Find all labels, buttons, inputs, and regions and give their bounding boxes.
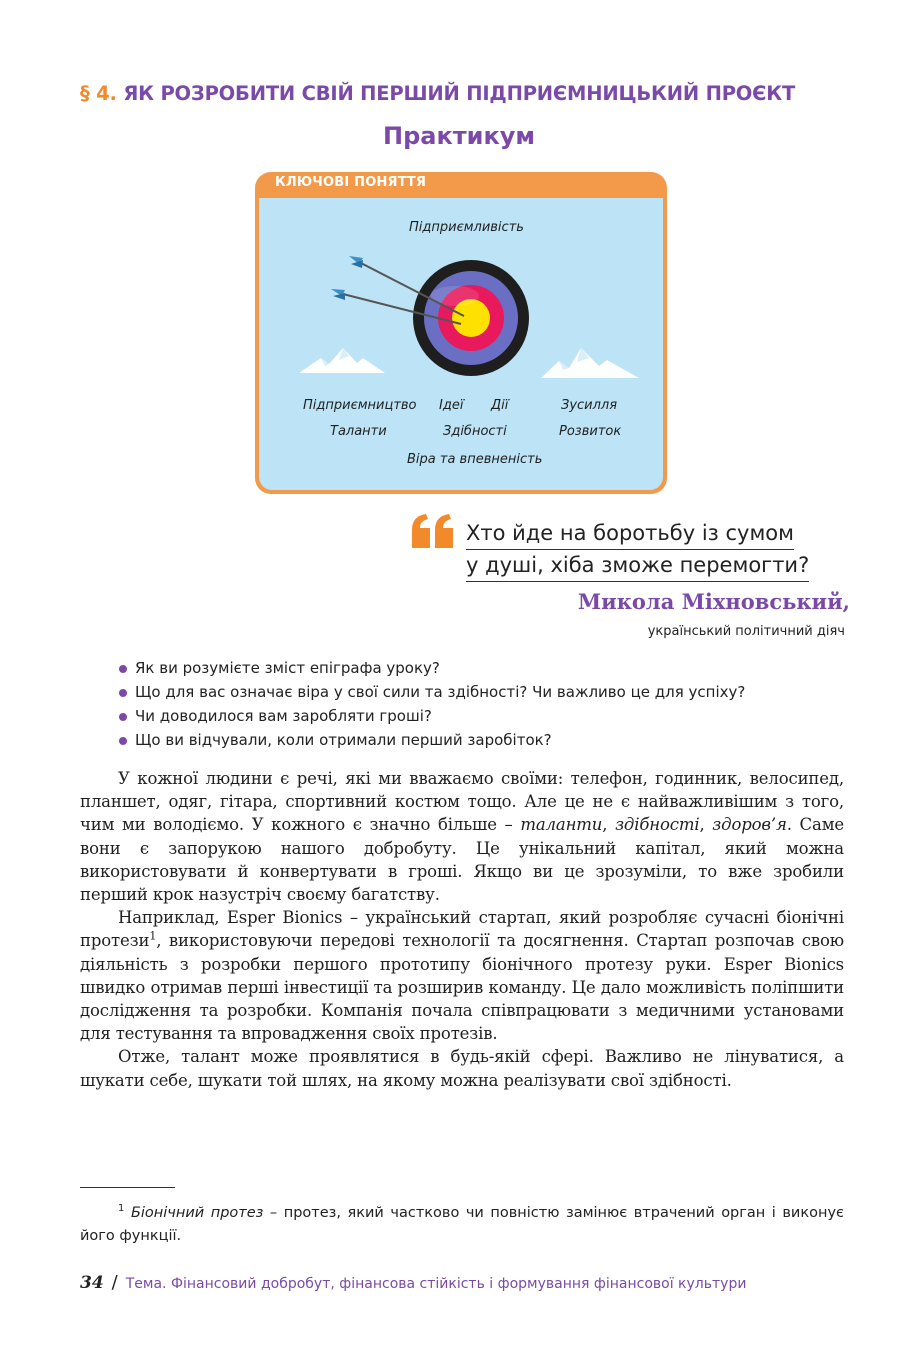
- emphasis-health: здоров’я: [712, 815, 787, 835]
- quote-mark-icon: [410, 512, 455, 548]
- section-heading: [80, 82, 850, 105]
- page-number: 34: [80, 1273, 104, 1293]
- key-concepts-title: КЛЮЧОВІ ПОНЯТТЯ: [275, 175, 427, 190]
- page-footer: [80, 1272, 860, 1293]
- concept-abilities: Здібності: [443, 424, 507, 439]
- concept-development: Розвиток: [559, 424, 622, 439]
- footnote: [80, 1197, 844, 1248]
- concept-talents: Таланти: [330, 424, 387, 439]
- question-item: Що ви відчували, коли отримали перший заробіток?: [118, 728, 858, 752]
- epigraph-line-2: у душі, хіба зможе перемогти?: [466, 550, 809, 582]
- question-item: Як ви розумієте зміст епіграфа уроку?: [118, 656, 858, 680]
- section-number: § 4.: [80, 82, 117, 105]
- epigraph-line-1: Хто йде на боротьбу із сумом: [466, 518, 794, 550]
- footnote-mark: 1: [118, 1203, 125, 1214]
- footer-separator: /: [111, 1272, 118, 1293]
- question-list: [118, 656, 858, 752]
- concept-actions: Дії: [491, 398, 509, 413]
- paragraph-1: У кожної людини є речі, які ми вважаємо своїми: телефон, годинник, велосипед, планшет, одяг, гітара, спортивний костюм тощо. Але це не є найважливішим з того, чим ми володіємо. У кожного є значно більше – таланти, здібності, здоров’я. Саме вони є запорукою нашого добробуту. Це унікальний капітал, який можна використовувати й конвертувати в гроші. Якщо ви це зрозуміли, то вже зробили перший крок назустріч своєму багатству.: [80, 769, 844, 905]
- emphasis-talents: таланти: [520, 815, 603, 835]
- key-concepts-panel: [259, 198, 663, 490]
- concept-entrepreneurship: Підприємництво: [303, 398, 417, 413]
- epigraph-author-role: український політичний діяч: [647, 624, 845, 639]
- footnote-text: – протез, який частково чи повністю замінює втрачений орган і виконує його функції.: [80, 1204, 844, 1244]
- mountains-left-icon: [299, 348, 385, 373]
- concept-effort: Зусилля: [561, 398, 618, 413]
- key-concepts-box: [255, 172, 667, 494]
- page-subtitle: Практикум: [382, 122, 536, 150]
- emphasis-abilities: здібності: [615, 815, 700, 835]
- main-text: [80, 767, 844, 1092]
- paragraph-2: Наприклад, Esper Bionics – український стартап, який розробляє сучасні біонічні протези$^1$, використовуючи передові технології та досягнення. Стартап розпочав свою діяльність з розробки першого прототипу біонічного протезу руки. Esper Bionics швидко отримав перші інвестиції та розширив команду. Це дало можливість поліпшити дослідження та розробки. Компанія почала співпрацювати з медичними установами для тестування та впровадження своїх протезів.: [80, 908, 844, 1044]
- footnote-divider: [80, 1187, 175, 1188]
- footnote-term: Біонічний протез: [130, 1204, 264, 1221]
- section-title: ЯК РОЗРОБИТИ СВІЙ ПЕРШИЙ ПІДПРИЄМНИЦЬКИЙ ПРОЄКТ: [123, 82, 796, 105]
- footnote-reference[interactable]: 1: [149, 929, 157, 943]
- concept-ideas: Ідеї: [439, 398, 464, 413]
- target-icon: [413, 260, 529, 376]
- epigraph-author: Микола Міхновський,: [577, 589, 850, 614]
- paragraph-3: Отже, талант може проявлятися в будь-якій сфері. Важливо не лінуватися, а шукати себе, шукати той шлях, на якому можна реалізувати свої здібності.: [80, 1047, 844, 1090]
- concept-faith: Віра та впевненість: [407, 452, 543, 467]
- target-illustration: [259, 198, 663, 490]
- mountains-right-icon: [541, 348, 639, 378]
- question-item: Чи доводилося вам заробляти гроші?: [118, 704, 858, 728]
- question-item: Що для вас означає віра у свої сили та здібності? Чи важливо це для успіху?: [118, 680, 858, 704]
- concept-enterprise: Підприємливість: [409, 220, 524, 235]
- footer-topic: Тема. Фінансовий добробут, фінансова стійкість і формування фінансової культури: [125, 1276, 747, 1292]
